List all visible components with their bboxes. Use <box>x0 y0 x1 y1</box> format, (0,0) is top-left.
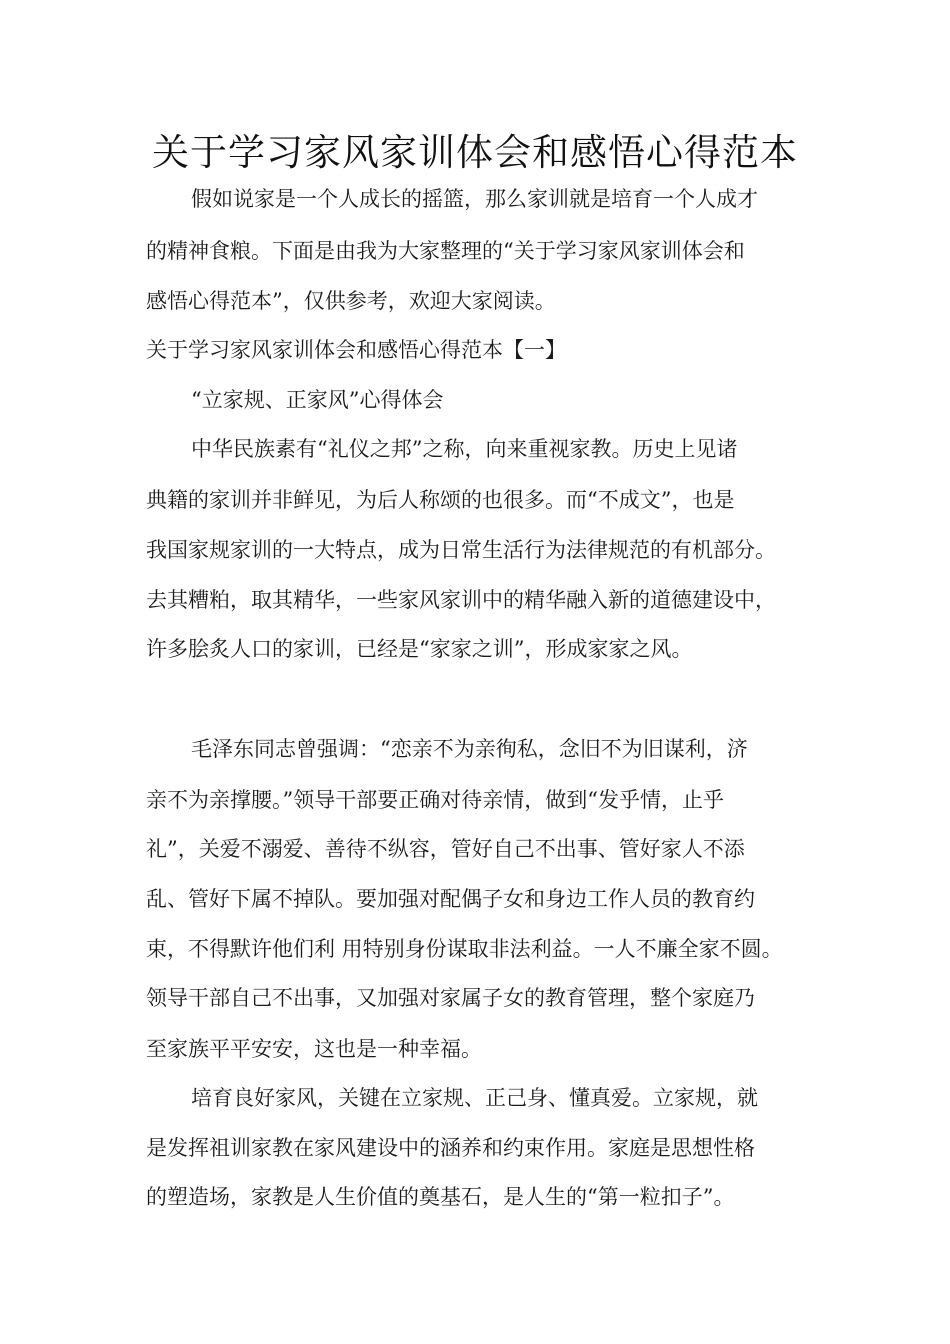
paragraph-line: 中华民族素有“礼仪之邦”之称，向来重视家教。历史上见诸 <box>191 437 738 461</box>
paragraph-line: 是发挥祖训家教在家风建设中的涵养和约束作用。家庭是思想性格 <box>146 1136 755 1160</box>
document-title: 关于学习家风家训体会和感悟心得范本 <box>152 131 798 174</box>
subsection-heading: “立家规、正家风”心得体会 <box>191 388 444 412</box>
paragraph-line: 的精神食粮。下面是由我为大家整理的“关于学习家风家训体会和 <box>146 239 745 263</box>
paragraph-line: 感悟心得范本”，仅供参考，欢迎大家阅读。 <box>146 289 556 313</box>
paragraph-line: 至家族平平安安，这也是一种幸福。 <box>146 1037 482 1061</box>
paragraph-line: 去其糟粕，取其精华，一些家风家训中的精华融入新的道德建设中， <box>146 588 776 612</box>
paragraph-line: 乱、管好下属不掉队。要加强对配偶子女和身边工作人员的教育约 <box>146 887 755 911</box>
paragraph-line: 假如说家是一个人成长的摇篮，那么家训就是培育一个人成才 <box>191 187 758 211</box>
paragraph-line: 典籍的家训并非鲜见，为后人称颂的也很多。而“不成文”，也是 <box>146 488 735 512</box>
paragraph-line: 许多脍炙人口的家训，已经是“家家之训”，形成家家之风。 <box>146 637 693 661</box>
paragraph-line: 领导干部自己不出事，又加强对家属子女的教育管理，整个家庭乃 <box>146 986 755 1010</box>
paragraph-line: 束，不得默许他们利 用特别身份谋取非法利益。一人不廉全家不圆。 <box>146 937 783 961</box>
paragraph-line: 礼”，关爱不溺爱、善待不纵容，管好自己不出事、管好家人不添 <box>146 837 745 861</box>
section-heading: 关于学习家风家训体会和感悟心得范本【一】 <box>146 338 566 362</box>
paragraph-line: 我国家规家训的一大特点，成为日常生活行为法律规范的有机部分。 <box>146 538 776 562</box>
paragraph-line: 的塑造场，家教是人生价值的奠基石，是人生的“第一粒扣子”。 <box>146 1185 735 1209</box>
paragraph-line: 培育良好家风，关键在立家规、正己身、懂真爱。立家规，就 <box>191 1086 758 1110</box>
paragraph-line: 毛泽东同志曾强调：“恋亲不为亲徇私，念旧不为旧谋利，济 <box>191 737 748 761</box>
paragraph-line: 亲不为亲撑腰。”领导干部要正确对待亲情，做到“发乎情，止乎 <box>146 788 724 812</box>
